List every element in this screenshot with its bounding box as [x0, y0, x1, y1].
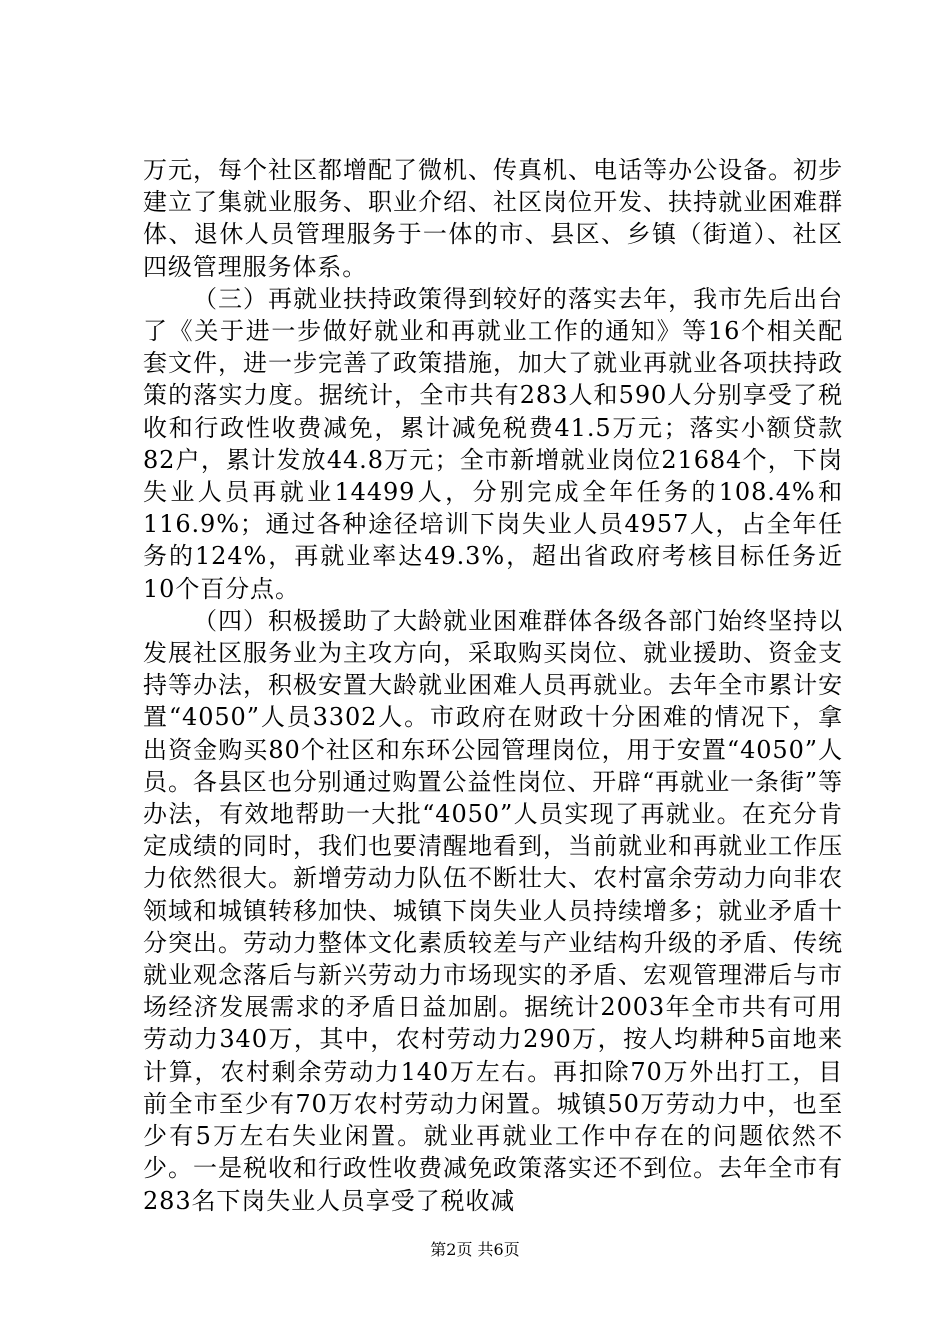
paragraph-3: （四）积极援助了大龄就业困难群体各级各部门始终坚持以发展社区服务业为主攻方向，采取购买岗位、就业援助、资金支持等办法，积极安置大龄就业困难人员再就业。去年全市累计安置“4050”人员3302人。市政府在财政十分困难的情况下，拿出资金购买80个社区和东环公园管理岗位，用于安置“4050”人员。各县区也分别通过购置公益性岗位、开辟“再就业一条街”等办法，有效地帮助一大批“4050”人员实现了再就业。在充分肯定成绩的同时，我们也要清醒地看到，当前就业和再就业工作压力依然很大。新增劳动力队伍不断壮大、农村富余劳动力向非农领域和城镇转移加快、城镇下岗失业人员持续增多；就业矛盾十分突出。劳动力整体文化素质较差与产业结构升级的矛盾、传统就业观念落后与新兴劳动力市场现实的矛盾、宏观管理滞后与市场经济发展需求的矛盾日益加剧。据统计2003年全市共有可用劳动力340万，其中，农村劳动力290万，按人均耕种5亩地来计算，农村剩余劳动力140万左右。再扣除70万外出打工，目前全市至少有70万农村劳动力闲置。城镇50万劳动力中，也至少有5万左右失业闲置。就业再就业工作中存在的问题依然不少。一是税收和行政性收费减免政策落实还不到位。去年全市有283名下岗失业人员享受了税收减 — [143, 606, 843, 1215]
paragraph-1: 万元，每个社区都增配了微机、传真机、电话等办公设备。初步建立了集就业服务、职业介绍、社区岗位开发、扶持就业困难群体、退休人员管理服务于一体的市、县区、乡镇（街道）、社区四级管理服务体系。 — [143, 156, 843, 281]
paragraph-2: （三）再就业扶持政策得到较好的落实去年，我市先后出台了《关于进一步做好就业和再就业工作的通知》等16个相关配套文件，进一步完善了政策措施，加大了就业再就业各项扶持政策的落实力度。据统计，全市共有283人和590人分别享受了税收和行政性收费减免，累计减免税费41.5万元；落实小额贷款82户，累计发放44.8万元；全市新增就业岗位21684个，下岗失业人员再就业14499人，分别完成全年任务的108.4%和116.9%；通过各种途径培训下岗失业人员4957人，占全年任务的124%，再就业率达49.3%，超出省政府考核目标任务近10个百分点。 — [143, 284, 843, 603]
page-footer: 第2页 共6页 — [430, 1240, 520, 1259]
body-text — [143, 154, 843, 1217]
